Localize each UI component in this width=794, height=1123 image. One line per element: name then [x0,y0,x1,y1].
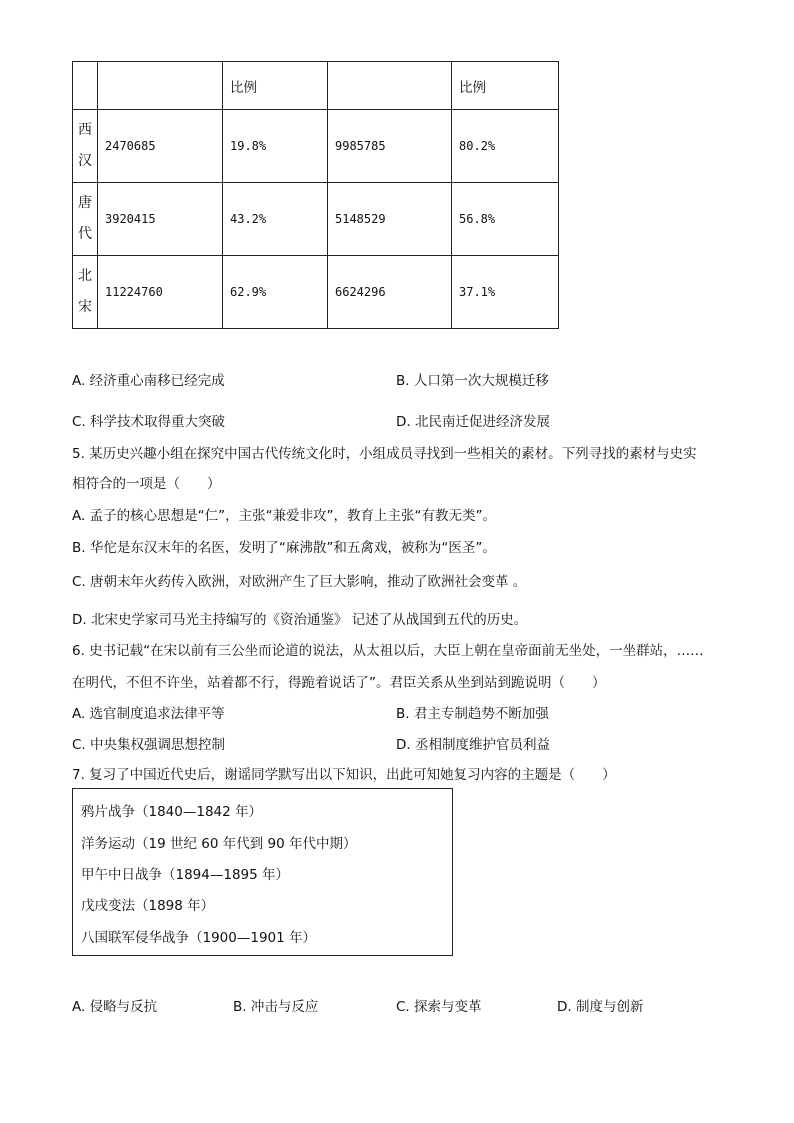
population-table [72,61,559,329]
table-cell: 9985785 [328,110,452,183]
q6-option-d[interactable]: D. 丞相制度维护官员利益 [396,737,550,753]
table-row [73,110,559,183]
dynasty-cell [73,183,98,256]
q7-option-d[interactable]: D. 制度与创新 [557,999,644,1015]
table-cell: 5148529 [328,183,452,256]
q4-option-b[interactable]: B. 人口第一次大规模迁移 [396,373,549,389]
q5-stem-line1: 5. 某历史兴趣小组在探究中国古代传统文化时，小组成员寻找到一些相关的素材。下列寻找的素材与史实 [72,446,697,462]
table-header-row [73,62,559,110]
table-cell: 19.8% [223,110,328,183]
q7-box-item: 戊戌变法（1898 年） [81,898,215,914]
table-cell: 62.9% [223,256,328,329]
header-cell: 比例 [452,62,559,110]
dynasty-char: 宋 [78,299,92,315]
dynasty-cell [73,256,98,329]
q7-box-item: 甲午中日战争（1894—1895 年） [81,867,290,883]
table-cell: 6624296 [328,256,452,329]
q6-option-b[interactable]: B. 君主专制趋势不断加强 [396,706,549,722]
q6-option-a[interactable]: A. 选官制度追求法律平等 [72,706,225,722]
q6-stem-line2: 在明代，不但不许坐，站着都不行，得跪着说话了”。君臣关系从坐到站到跪说明（ ） [72,675,606,691]
header-cell [98,62,223,110]
q5-option-a[interactable]: A. 孟子的核心思想是“仁”，主张“兼爱非攻”，教育上主张“有教无类”。 [72,508,497,524]
table-row [73,256,559,329]
header-cell [328,62,452,110]
q7-option-b[interactable]: B. 冲击与反应 [233,999,319,1015]
table-cell: 2470685 [98,110,223,183]
table-cell: 80.2% [452,110,559,183]
header-cell: 比例 [223,62,328,110]
q4-option-c[interactable]: C. 科学技术取得重大突破 [72,414,226,430]
q7-box-item: 八国联军侵华战争（1900—1901 年） [81,930,317,946]
q7-option-c[interactable]: C. 探索与变革 [396,999,482,1015]
q6-stem-line1: 6. 史书记载“在宋以前有三公坐而论道的说法，从太祖以后，大臣上朝在皇帝面前无坐处，一坐群站，…… [72,643,704,659]
q6-option-c[interactable]: C. 中央集权强调思想控制 [72,737,226,753]
header-cell [73,62,98,110]
q7-option-a[interactable]: A. 侵略与反抗 [72,999,158,1015]
table-cell: 3920415 [98,183,223,256]
q7-box-item: 鸦片战争（1840—1842 年） [81,804,263,820]
table-cell: 56.8% [452,183,559,256]
q5-option-c[interactable]: C. 唐朝末年火药传入欧洲，对欧洲产生了巨大影响，推动了欧洲社会变革 。 [72,574,527,590]
table-cell: 43.2% [223,183,328,256]
q7-stem: 7. 复习了中国近代史后，谢谣同学默写出以下知识，出此可知她复习内容的主题是（ ） [72,767,616,783]
q5-option-d[interactable]: D. 北宋史学家司马光主持编写的《资治通鉴》 记述了从战国到五代的历史。 [72,612,528,628]
q7-box-item: 洋务运动（19 世纪 60 年代到 90 年代中期） [81,836,357,852]
dynasty-char: 唐 [78,195,92,211]
dynasty-char: 代 [78,226,92,242]
dynasty-char: 北 [78,268,92,284]
dynasty-cell [73,110,98,183]
table-cell: 37.1% [452,256,559,329]
table-row [73,183,559,256]
q4-option-a[interactable]: A. 经济重心南移已经完成 [72,373,225,389]
q5-stem-line2: 相符合的一项是（ ） [72,476,221,492]
q4-option-d[interactable]: D. 北民南迁促进经济发展 [396,414,550,430]
q7-knowledge-box [72,788,453,956]
table-cell: 11224760 [98,256,223,329]
dynasty-char: 西 [78,122,92,138]
dynasty-char: 汉 [78,153,92,169]
q5-option-b[interactable]: B. 华佗是东汉末年的名医，发明了“麻沸散”和五禽戏，被称为“医圣”。 [72,540,496,556]
